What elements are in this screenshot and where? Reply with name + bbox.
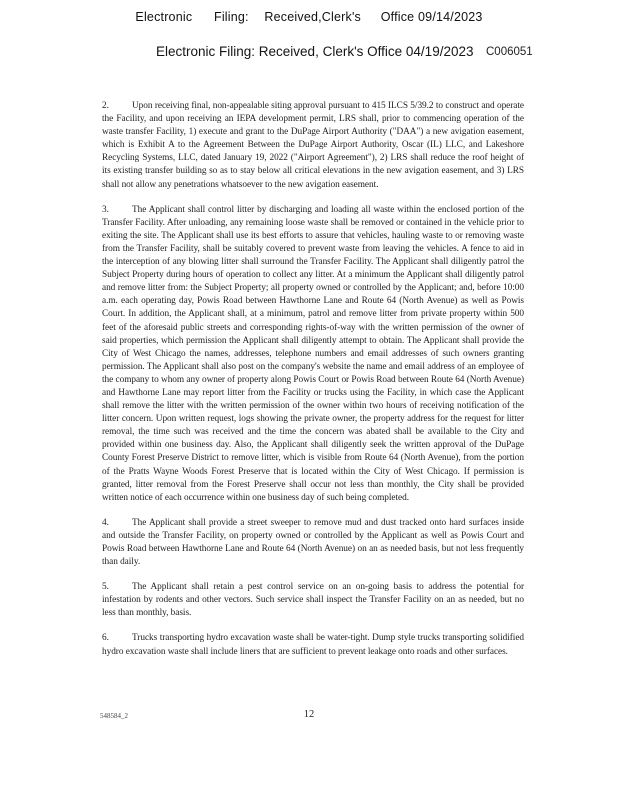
paragraph-text: Trucks transporting hydro excavation waste shall be water-tight. Dump style trucks transporting solidified hydro excavation waste shall include liners that are sufficient to prevent leakage onto roads and other surfaces. bbox=[102, 633, 524, 657]
page-number: 12 bbox=[303, 709, 315, 720]
stamp-word: Office bbox=[380, 10, 415, 24]
document-id: 548584_2 bbox=[100, 712, 128, 720]
stamp-date: 09/14/2023 bbox=[418, 10, 483, 24]
paragraph-number: 5. bbox=[102, 582, 109, 593]
filing-stamp-top bbox=[0, 10, 618, 24]
paragraph-5 bbox=[102, 581, 524, 620]
paragraph-6 bbox=[102, 632, 524, 658]
paragraph-text: The Applicant shall provide a street sweeper to remove mud and dust tracked onto hard surfaces inside and outside the Transfer Facility, on property owned or controlled by the Applicant as well as Powis Court and Powis Road between Hawthorne Lane and Route 64 (North Avenue) on an as needed basis, but not less frequently than daily. bbox=[102, 517, 524, 568]
paragraph-text: Upon receiving final, non-appealable siting approval pursuant to 415 ILCS 5/39.2 to construct and operate the Facility, and upon receiving an IEPA development permit, LRS shall, prior to commencing operation of the waste transfer Facility, 1) execute and grant to the DuPage Airport Authority ("DAA") a new avigation easement, which is Exhibit A to the Agreement Between the DuPage Airport Authority, Oscar (IL) LLC, and Lakeshore Recycling Systems, LLC, dated January 19, 2022 ("Airport Agreement"), 2) LRS shall reduce the roof height of its existing transfer building so as to stay below all critical elevations in the new avigation easement, and 3) LRS shall not allow any penetrations whatsoever to the new avigation easement. bbox=[102, 101, 524, 190]
stamp-word: Received,Clerk's bbox=[264, 10, 362, 24]
paragraph-number: 2. bbox=[102, 101, 109, 111]
paragraph-2 bbox=[102, 100, 524, 192]
stamp-word: Electronic bbox=[135, 10, 193, 24]
page-code: C006051 bbox=[486, 46, 533, 58]
paragraph-text: The Applicant shall retain a pest control service on an on-going basis to address the potential for infestation by rodents and other vectors. Such service shall inspect the Transfer Facility on an as needed, but no less than monthly, basis. bbox=[102, 582, 524, 619]
paragraph-text: The Applicant shall control litter by discharging and loading all waste within the enclosed portion of the Transfer Facility. After unloading, any remaining loose waste shall be removed or contained in the vehicle prior to exiting the site. The Applicant shall use its best efforts to assure that vehicles, hauling waste to or removing waste from the Transfer Facility, shall be suitably covered to prevent waste from leaving the vehicles. A fence to aid in the interception of any blowing litter shall surround the Transfer Facility. The Applicant shall diligently patrol the Subject Property during hours of operation to collect any litter. At a minimum the Applicant shall diligently patrol and remove litter from: the Subject Property; all property owned or controlled by the Applicant; and, before 10:00 a.m. each operating day, Powis Road between Hawthorne Lane and Route 64 (North Avenue) as well as Powis Court. In addition, the Applicant shall, at a minimum, patrol and remove litter from private property within 500 feet of the aforesaid public streets and corresponding rights-of-way with the written permission of the owner of said properties, which permission the Applicant shall diligently attempt to obtain. The Applicant shall provide the City of West Chicago the names, addresses, telephone numbers and email addresses of such owners granting permission. The Applicant shall also post on the company's website the name and email address of an employee of the company to whom any owner of property along Powis Court or Powis Road between Route 64 (North Avenue) and Hawthorne Lane may report litter from the Facility or trucks using the Facility, in which case the Applicant shall remove the litter with the written permission of the owner within two hours of receiving notification of the litter concern. Upon written request, logs showing the private owner, the property address for the request for litter removal, the time such was received and the time the concern was abated shall be available to the City and provided within one business day. Also, the Applicant shall diligently seek the written approval of the DuPage County Forest Preserve District to remove litter, which is visible from Route 64 (North Avenue), from the portion of the Pratts Wayne Woods Forest Preserve that is located within the City of West Chicago. If permission is granted, litter removal from the Forest Preserve shall occur not less than monthly, the City shall be provided written notice of each occurrence within one business day of such being completed. bbox=[102, 204, 524, 503]
stamp-word: Filing: bbox=[213, 10, 249, 24]
document-body bbox=[102, 100, 524, 671]
paragraph-number: 4. bbox=[102, 517, 109, 528]
filing-stamp-second: Electronic Filing: Received, Clerk's Office 04/19/2023 bbox=[156, 44, 474, 59]
paragraph-number: 6. bbox=[102, 633, 109, 644]
paragraph-number: 3. bbox=[102, 204, 109, 215]
paragraph-3 bbox=[102, 204, 524, 505]
paragraph-4 bbox=[102, 517, 524, 569]
